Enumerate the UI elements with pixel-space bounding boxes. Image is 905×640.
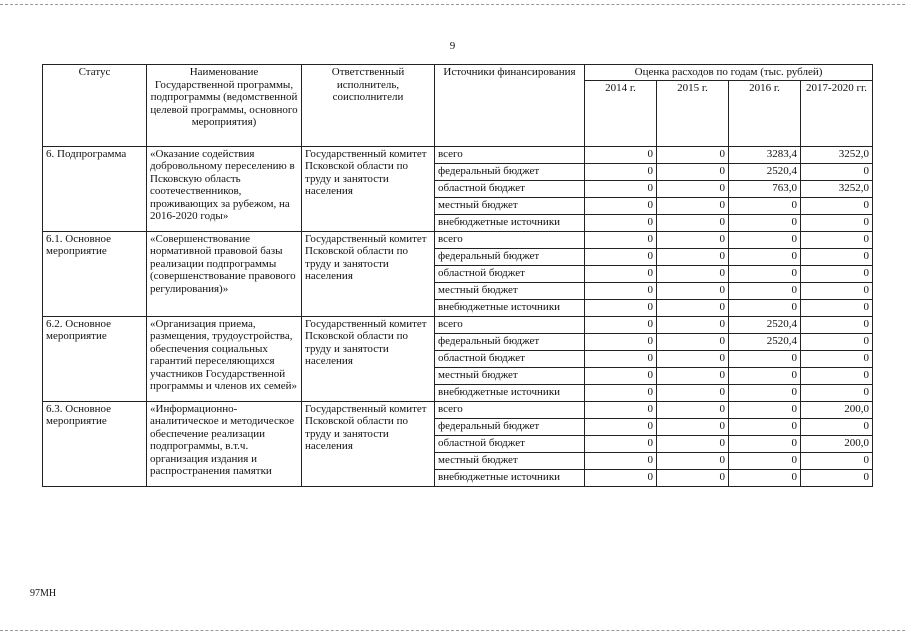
expense-value: 0 [585,282,657,299]
expense-value: 0 [801,299,873,316]
expense-value: 0 [729,265,801,282]
funding-source: местный бюджет [435,197,585,214]
expense-value: 0 [657,265,729,282]
expense-value: 0 [585,214,657,231]
expense-value: 0 [801,384,873,401]
table-header-row [43,65,873,81]
funding-source: областной бюджет [435,265,585,282]
expense-value: 2520,4 [729,316,801,333]
page-number: 9 [449,40,456,52]
expense-value: 3252,0 [801,146,873,163]
expense-value: 0 [729,435,801,452]
expense-value: 0 [585,469,657,486]
expense-value: 0 [729,401,801,418]
expense-value: 0 [729,231,801,248]
expense-value: 0 [729,418,801,435]
section-executor: Государственный комитет Псковской области по труду и занятости населения [302,231,435,316]
expense-value: 0 [585,401,657,418]
scan-edge-top [0,4,905,5]
expense-value: 0 [801,452,873,469]
header-status: Статус [43,65,147,147]
table-row [43,401,873,418]
expense-value: 0 [801,367,873,384]
expense-value: 2520,4 [729,333,801,350]
expense-value: 0 [657,248,729,265]
header-year: 2016 г. [729,80,801,146]
header-name: Наименование Государственной программы, подпрограммы (ведомственной целевой программы, основного мероприятия) [147,65,302,147]
expense-value: 0 [585,197,657,214]
funding-source: местный бюджет [435,282,585,299]
funding-source: внебюджетные источники [435,299,585,316]
expense-value: 0 [657,452,729,469]
expense-value: 0 [729,299,801,316]
expense-value: 0 [585,180,657,197]
expense-value: 0 [585,299,657,316]
header-estimate: Оценка расходов по годам (тыс. рублей) [585,65,873,81]
scan-edge-bottom [0,630,905,631]
expense-value: 0 [585,452,657,469]
expense-value: 0 [801,197,873,214]
expense-value: 0 [801,350,873,367]
table-body [43,146,873,486]
expense-value: 0 [585,367,657,384]
funding-source: федеральный бюджет [435,333,585,350]
expense-value: 0 [801,282,873,299]
expense-value: 0 [729,452,801,469]
funding-source: областной бюджет [435,435,585,452]
expense-value: 0 [657,418,729,435]
header-year: 2017-2020 гг. [801,80,873,146]
expense-value: 0 [801,418,873,435]
expense-value: 0 [585,316,657,333]
header-sources: Источники финансирования [435,65,585,147]
section-status: 6.3. Основное мероприятие [43,401,147,486]
section-name: «Организация приема, размещения, трудоустройства, обеспечения социальных гарантий переселяющихся участников Государственной программы и членов их семей» [147,316,302,401]
expense-value: 2520,4 [729,163,801,180]
header-year: 2014 г. [585,80,657,146]
expense-value: 0 [585,146,657,163]
expense-value: 0 [657,282,729,299]
expense-value: 0 [801,163,873,180]
expense-value: 0 [657,316,729,333]
funding-source: федеральный бюджет [435,248,585,265]
section-executor: Государственный комитет Псковской области по труду и занятости населения [302,401,435,486]
expense-value: 0 [729,469,801,486]
funding-source: федеральный бюджет [435,163,585,180]
expense-value: 0 [729,248,801,265]
funding-source: всего [435,401,585,418]
section-status: 6.2. Основное мероприятие [43,316,147,401]
expense-value: 0 [657,435,729,452]
expense-value: 0 [585,435,657,452]
expense-value: 0 [729,350,801,367]
expense-value: 200,0 [801,401,873,418]
expense-value: 200,0 [801,435,873,452]
funding-source: областной бюджет [435,180,585,197]
section-executor: Государственный комитет Псковской области по труду и занятости населения [302,146,435,231]
expense-value: 0 [585,231,657,248]
expense-value: 0 [801,248,873,265]
expense-value: 0 [729,197,801,214]
document-code: 97МН [30,588,57,599]
funding-source: федеральный бюджет [435,418,585,435]
funding-source: внебюджетные источники [435,384,585,401]
expense-value: 0 [657,469,729,486]
expense-value: 0 [729,214,801,231]
header-year: 2015 г. [657,80,729,146]
funding-source: всего [435,316,585,333]
expense-value: 0 [657,214,729,231]
expense-table [42,64,873,487]
funding-source: местный бюджет [435,452,585,469]
funding-source: внебюджетные источники [435,469,585,486]
funding-source: внебюджетные источники [435,214,585,231]
expense-value: 0 [801,265,873,282]
expense-value: 0 [585,333,657,350]
table-row [43,231,873,248]
expense-value: 0 [801,231,873,248]
expense-value: 0 [657,384,729,401]
expense-value: 0 [729,282,801,299]
expense-value: 0 [801,316,873,333]
expense-value: 0 [585,350,657,367]
funding-source: местный бюджет [435,367,585,384]
expense-value: 0 [585,384,657,401]
funding-source: областной бюджет [435,350,585,367]
section-name: «Информационно-аналитическое и методическое обеспечение реализации подпрограммы, в.т.ч. организация издания и распространения памятки [147,401,302,486]
funding-source: всего [435,146,585,163]
expense-value: 0 [657,180,729,197]
expense-value: 0 [657,401,729,418]
header-executor: Ответственный исполнитель, соисполнители [302,65,435,147]
expense-value: 0 [657,350,729,367]
expense-value: 763,0 [729,180,801,197]
table-row [43,146,873,163]
expense-value: 0 [729,384,801,401]
funding-source: всего [435,231,585,248]
section-status: 6. Подпрограмма [43,146,147,231]
expense-value: 3283,4 [729,146,801,163]
expense-value: 0 [657,231,729,248]
expense-value: 0 [585,248,657,265]
expense-value: 0 [585,418,657,435]
section-name: «Совершенствование нормативной правовой базы реализации подпрограммы (совершенствование правового регулирования)» [147,231,302,316]
expense-value: 0 [801,333,873,350]
expense-value: 0 [657,367,729,384]
expense-value: 0 [657,333,729,350]
expense-value: 0 [585,265,657,282]
expense-value: 3252,0 [801,180,873,197]
section-name: «Оказание содействия добровольному переселению в Псковскую область соотечественников, проживающих за рубежом, на 2016-2020 годы» [147,146,302,231]
expense-value: 0 [657,146,729,163]
expense-value: 0 [657,197,729,214]
expense-value: 0 [657,299,729,316]
expense-value: 0 [585,163,657,180]
expense-value: 0 [801,214,873,231]
section-status: 6.1. Основное мероприятие [43,231,147,316]
expense-value: 0 [801,469,873,486]
expense-value: 0 [657,163,729,180]
expense-value: 0 [729,367,801,384]
table-row [43,316,873,333]
section-executor: Государственный комитет Псковской области по труду и занятости населения [302,316,435,401]
